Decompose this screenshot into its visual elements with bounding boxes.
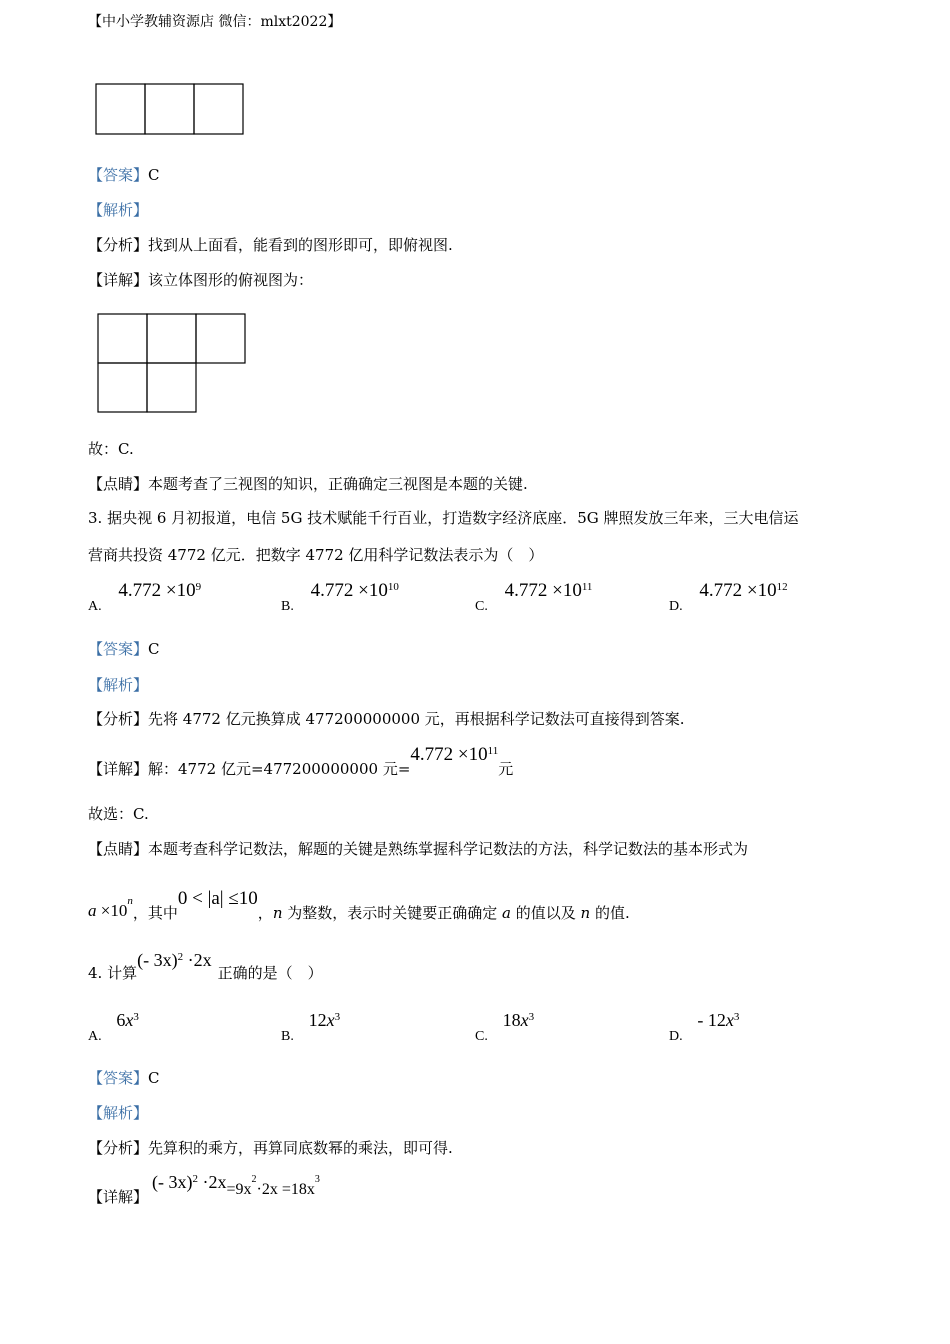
q3-dianjing	[88, 840, 748, 858]
fenxi-tag: 【分析】	[88, 1139, 149, 1157]
answer-tag: 【答案】	[88, 1069, 149, 1087]
three-square-figure	[95, 83, 247, 137]
answer-tag: 【答案】	[88, 166, 149, 184]
option-exp: 11	[581, 581, 593, 593]
detail-math: ·2x	[198, 1172, 227, 1192]
form-n: n	[272, 904, 283, 922]
q2-dianjing	[88, 475, 528, 493]
option-label: B.	[281, 599, 294, 614]
form-mid: ×10	[96, 901, 128, 920]
option-base: 4.772 ×10	[310, 580, 388, 601]
q3-conclusion: 故选：C.	[88, 805, 149, 823]
q2-fenxi	[88, 236, 453, 254]
dianjing-tag: 【点睛】	[88, 840, 149, 858]
detail-math: (- 3x)	[152, 1172, 193, 1192]
q3-analysis-tag: 【解析】	[88, 676, 149, 694]
option-exp: 3	[528, 1011, 535, 1023]
option-label: D.	[669, 1029, 683, 1044]
page-header: 【中小学教辅资源店 微信：mlxt2022】	[88, 14, 342, 30]
option-exp: 10	[387, 581, 399, 593]
detail-exp: 2	[251, 1174, 257, 1185]
option-base: 4.772 ×10	[504, 580, 582, 601]
option-var: x	[326, 1010, 335, 1030]
option-coef: 6	[116, 1010, 126, 1030]
detail-exp: 3	[314, 1174, 320, 1185]
form-text: 的值.	[590, 904, 630, 922]
form-condition: 0 < |a| ≤10	[177, 888, 258, 909]
q2-detail	[88, 271, 313, 289]
detail-tag: 【详解】	[88, 271, 149, 289]
stem-math: (- 3x)	[137, 950, 178, 970]
q3-option-d	[669, 580, 788, 614]
option-exp: 12	[776, 581, 788, 593]
detail-unit: 元	[498, 760, 514, 778]
fenxi-text: 先算积的乘方，再算同底数幂的乘法，即可得.	[148, 1139, 453, 1157]
q3-answer	[88, 640, 160, 658]
form-text: ，	[257, 904, 273, 922]
q4-stem	[88, 950, 323, 982]
detail-tag: 【详解】	[88, 760, 149, 778]
option-label: B.	[281, 1029, 294, 1044]
q4-detail	[88, 1172, 320, 1206]
stem-suffix: 正确的是（ ）	[217, 964, 323, 982]
fenxi-tag: 【分析】	[88, 236, 149, 254]
option-label: C.	[475, 1029, 488, 1044]
q2-answer	[88, 166, 160, 184]
stem-prefix: 4. 计算	[88, 964, 138, 982]
option-label: D.	[669, 599, 683, 614]
answer-value: C	[148, 1069, 160, 1087]
option-label: A.	[88, 1029, 102, 1044]
form-exp: n	[127, 895, 133, 907]
option-exp: 3	[733, 1011, 740, 1023]
detail-text: 该立体图形的俯视图为：	[148, 271, 314, 289]
option-coef: - 12	[697, 1010, 726, 1030]
option-exp: 3	[334, 1011, 341, 1023]
option-var: x	[520, 1010, 529, 1030]
q3-option-a	[88, 580, 202, 614]
answer-value: C	[148, 166, 160, 184]
stem-math: ·2x	[183, 950, 212, 970]
detail-math: 4.772 ×10	[410, 744, 488, 765]
option-label: C.	[475, 599, 488, 614]
form-a: a	[502, 904, 511, 922]
q4-fenxi	[88, 1139, 453, 1157]
q3-stem-line1: 3. 据央视 6 月初报道，电信 5G 技术赋能千行百业，打造数字经济底座．5G 牌照发放三年来，三大电信运	[88, 509, 799, 527]
form-text: 的值以及	[510, 904, 581, 922]
q4-option-a	[88, 1010, 139, 1044]
form-a: a	[88, 901, 97, 920]
form-text: ，其中	[132, 904, 178, 922]
q3-option-b	[281, 580, 399, 614]
q4-option-b	[281, 1010, 341, 1044]
fenxi-tag: 【分析】	[88, 710, 149, 728]
q3-fenxi	[88, 710, 685, 728]
dianjing-text: 本题考查了三视图的知识，正确确定三视图是本题的关键.	[148, 475, 528, 493]
option-exp: 9	[195, 581, 202, 593]
detail-math: ·2x =18x	[256, 1181, 315, 1198]
top-view-figure	[97, 313, 249, 415]
q3-detail	[88, 744, 514, 778]
q4-option-d	[669, 1010, 740, 1044]
answer-value: C	[148, 640, 160, 658]
option-coef: 12	[308, 1010, 327, 1030]
fenxi-text: 先将 4772 亿元换算成 477200000000 元，再根据科学记数法可直接得到答案.	[148, 710, 685, 728]
detail-text: 解：4772 亿元=477200000000 元=	[148, 760, 411, 778]
detail-math-exp: 11	[487, 745, 499, 757]
option-var: x	[125, 1010, 134, 1030]
option-base: 4.772 ×10	[699, 580, 777, 601]
form-n: n	[580, 904, 591, 922]
option-coef: 18	[502, 1010, 521, 1030]
fenxi-text: 找到从上面看，能看到的图形即可，即俯视图.	[148, 236, 453, 254]
answer-tag: 【答案】	[88, 640, 149, 658]
q2-conclusion: 故：C.	[88, 440, 134, 458]
dianjing-text: 本题考查科学记数法，解题的关键是熟练掌握科学记数法的方法，科学记数法的基本形式为	[148, 840, 749, 858]
q3-stem-line2: 营商共投资 4772 亿元．把数字 4772 亿用科学记数法表示为（ ）	[88, 546, 544, 564]
detail-tag: 【详解】	[88, 1188, 149, 1206]
detail-math: =9x	[226, 1181, 252, 1198]
detail-exp: 2	[192, 1173, 198, 1185]
q4-analysis-tag: 【解析】	[88, 1104, 149, 1122]
option-label: A.	[88, 599, 102, 614]
option-var: x	[725, 1010, 734, 1030]
dianjing-tag: 【点睛】	[88, 475, 149, 493]
q3-standard-form	[88, 888, 630, 922]
q4-answer	[88, 1069, 160, 1087]
q2-analysis-tag: 【解析】	[88, 201, 149, 219]
q3-option-c	[475, 580, 593, 614]
stem-exp: 2	[177, 951, 184, 963]
form-text: 为整数，表示时关键要正确确定	[282, 904, 503, 922]
option-base: 4.772 ×10	[118, 580, 196, 601]
q4-option-c	[475, 1010, 535, 1044]
option-exp: 3	[133, 1011, 139, 1023]
